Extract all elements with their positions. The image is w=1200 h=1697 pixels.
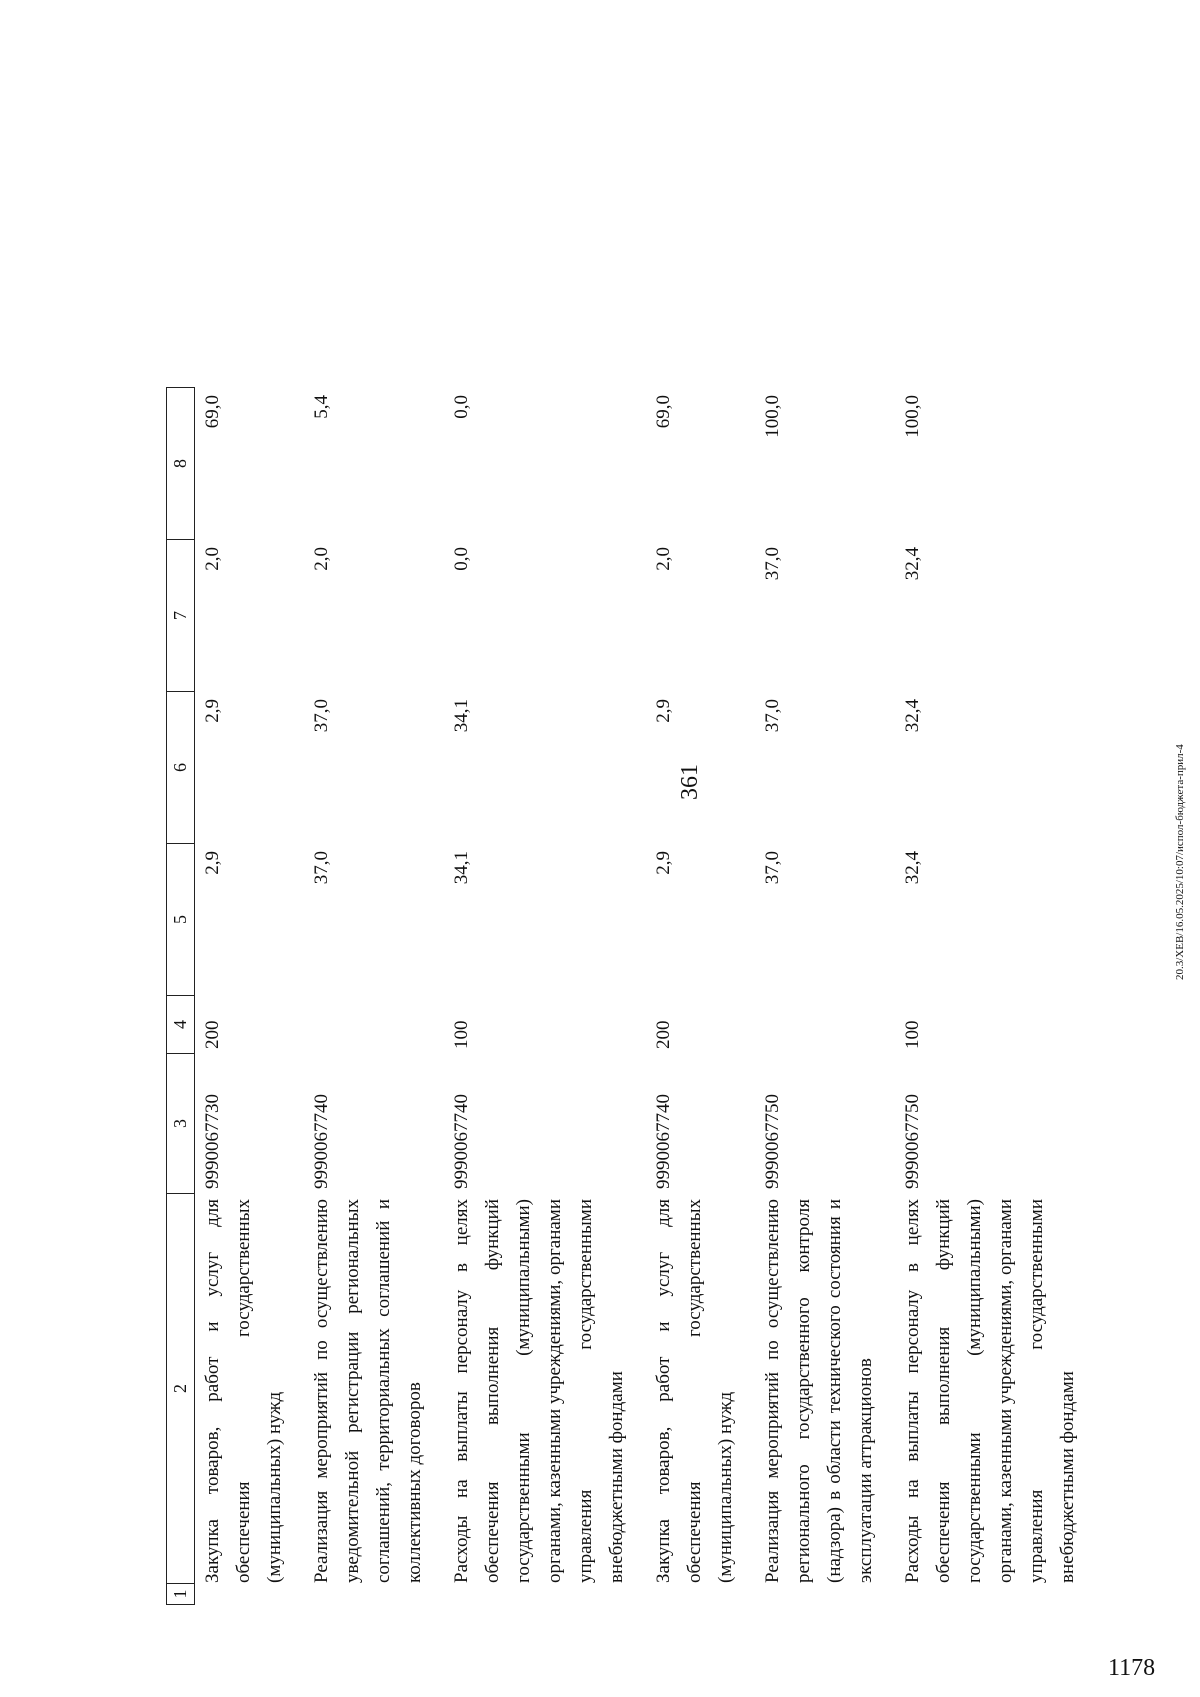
row-description: Реализация мероприятий по осуществлению уведомительной регистрации региональных соглашений, территориальных соглашений и коллективных договоров: [311, 1199, 425, 1583]
row-col8: 100,0: [762, 395, 783, 438]
document-footer-code: 20.3/XEB/16.05.2025/10:07/испол-бюджета-прил-4: [1174, 744, 1186, 980]
row-code: 9990067750: [762, 1094, 783, 1189]
rotated-table-container: [166, 69, 1078, 1605]
row-code: 9990067730: [202, 1094, 223, 1189]
row-code: 9990067750: [902, 1094, 923, 1189]
row-spacer: [755, 221, 881, 387]
row-col8: 69,0: [202, 395, 223, 429]
column-header-7: 7: [166, 539, 195, 691]
column-header-2: 2: [166, 1193, 195, 1583]
row-col8: 0,0: [451, 395, 472, 419]
row-description: Закупка товаров, работ и услуг для обеспечения государственных (муниципальных) нужд: [202, 1199, 285, 1583]
row-col5: 37,0: [762, 851, 783, 885]
row-col7: 2,0: [311, 547, 332, 571]
cell-col1: [304, 1583, 430, 1605]
row-col6: 34,1: [451, 699, 472, 733]
row-gap: [632, 221, 646, 1605]
row-code: 9990067740: [451, 1094, 472, 1189]
row-col5: 34,1: [451, 851, 472, 885]
row-col6: 32,4: [902, 699, 923, 733]
page-number-top: 361: [677, 764, 703, 800]
budget-table: [166, 69, 1097, 1605]
row-col6: 37,0: [762, 699, 783, 733]
row-spacer: [304, 221, 430, 387]
row-col6: 2,9: [653, 699, 674, 723]
row-col7: 37,0: [762, 547, 783, 581]
column-header-6: 6: [166, 691, 195, 843]
row-gap: [1083, 221, 1097, 1605]
row-spacer: [895, 221, 1083, 387]
row-col8: 100,0: [902, 395, 923, 438]
row-type: [755, 995, 881, 1053]
row-type: 200: [653, 1020, 674, 1049]
row-description: Закупка товаров, работ и услуг для обеспечения государственных (муниципальных) нужд: [653, 1199, 736, 1583]
row-gap: [290, 221, 304, 1605]
row-col6: 37,0: [311, 699, 332, 733]
header-spacer: [166, 221, 193, 387]
page-number-bottom: 1178: [1108, 1655, 1156, 1681]
row-col8: 5,4: [311, 395, 332, 419]
row-col8: 69,0: [653, 395, 674, 429]
row-type: 100: [902, 1020, 923, 1049]
row-type: 100: [451, 1020, 472, 1049]
column-header-8: 8: [166, 387, 195, 539]
row-description: Расходы на выплаты персоналу в целях обеспечения выполнения функций государственными (муниципальными) органами, казенными учреждениями, органами управления государственными внебюджетными фондами: [902, 1199, 1078, 1583]
column-header-4: 4: [166, 995, 195, 1053]
column-header-1: 1: [166, 1583, 195, 1605]
row-gap: [430, 221, 444, 1605]
row-col7: 0,0: [451, 547, 472, 571]
cell-col1: [646, 1583, 741, 1605]
row-col5: 2,9: [653, 851, 674, 875]
row-type: [304, 995, 430, 1053]
row-spacer: [444, 221, 632, 387]
row-col7: 2,0: [653, 547, 674, 571]
cell-col1: [195, 1583, 290, 1605]
row-code: 9990067740: [653, 1094, 674, 1189]
row-gap: [741, 221, 755, 1605]
row-col5: 2,9: [202, 851, 223, 875]
row-col7: 2,0: [202, 547, 223, 571]
row-description: Реализация мероприятий по осуществлению регионального государственного контроля (надзора) в области технического состояния и эксплуатации аттракционов: [762, 1199, 876, 1583]
cell-col1: [755, 1583, 881, 1605]
row-description: Расходы на выплаты персоналу в целях обеспечения выполнения функций государственными (муниципальными) органами, казенными учреждениями, органами управления государственными внебюджетными фондами: [451, 1199, 627, 1583]
row-spacer: [195, 221, 290, 387]
cell-col1: [895, 1583, 1083, 1605]
cell-col1: [444, 1583, 632, 1605]
row-code: 9990067740: [311, 1094, 332, 1189]
row-col6: 2,9: [202, 699, 223, 723]
column-header-5: 5: [166, 843, 195, 995]
row-col5: 32,4: [902, 851, 923, 885]
row-gap: [881, 221, 895, 1605]
row-col7: 32,4: [902, 547, 923, 581]
row-spacer: [646, 221, 741, 387]
column-header-3: 3: [166, 1053, 195, 1193]
row-type: 200: [202, 1020, 223, 1049]
row-col5: 37,0: [311, 851, 332, 885]
